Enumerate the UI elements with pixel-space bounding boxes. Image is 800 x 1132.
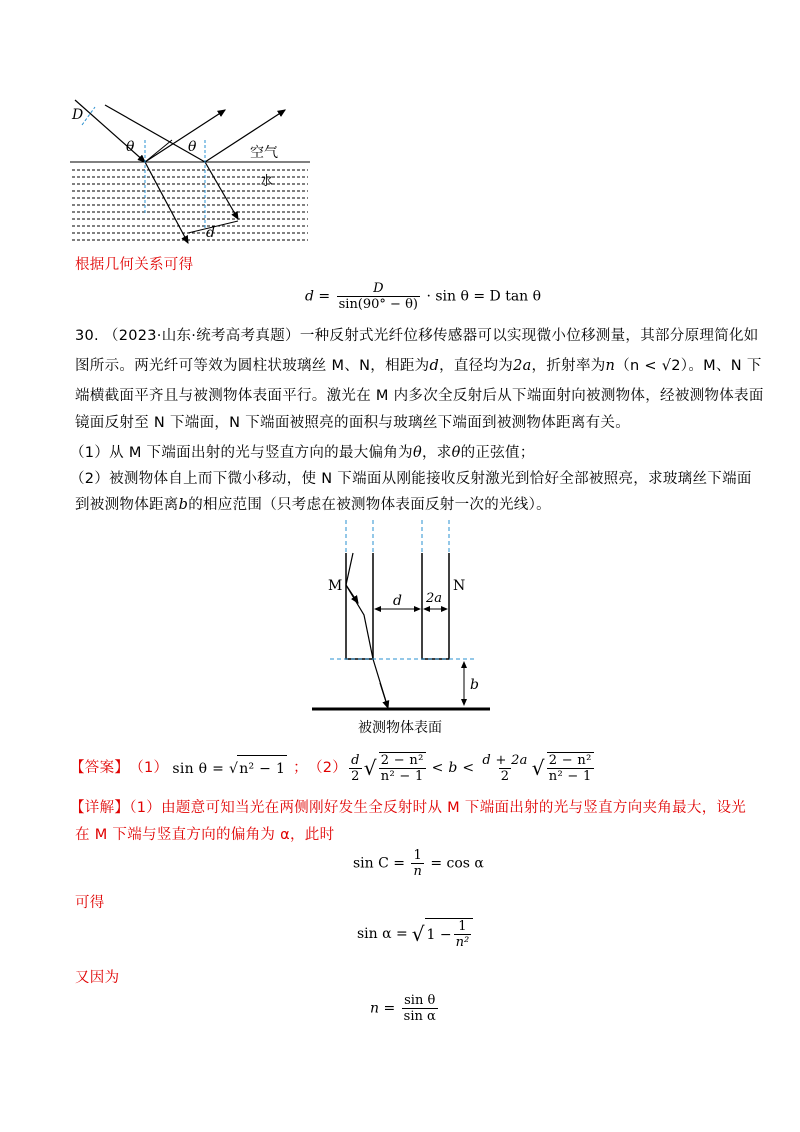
answer-1-radicand: n² − 1 [237,755,287,782]
answer-1-lhs: sin θ = [172,760,225,777]
label-water: 水 [260,174,274,189]
eq-sinC-den: n [413,864,422,879]
q30-source: （2023·山东·统考高考真题） [103,328,300,344]
label-theta-left: θ [126,139,135,155]
label-theta-right: θ [188,139,197,155]
q30-part2-c: 的相应范围（只考虑在被测物体表面反射一次的光线）。 [188,497,551,513]
q30-part1-b: ，求 [421,445,452,461]
caption-geometry: 根据几何关系可得 [75,257,194,273]
fiber-top-dashes [346,520,449,553]
q30-number: 30. [75,328,99,344]
detail-kede: 可得 [75,895,105,911]
equation-n [370,993,440,1024]
q30-part2-b-symbol: b [178,497,189,513]
q30-n-condition: （n < √2） [615,358,689,374]
equation-d [305,281,541,312]
figure-refraction-diagram [60,95,320,250]
q30-line3: 端横截面平齐且与被测物体表面平行。激光在 M 内多次全反射后从下端面射向被测物体，经被测物体表面 [75,388,764,404]
answer-2-mid: < b < [431,760,475,776]
answer-2: $\frac{d}{2}$ √ $\frac{\text{2 − n²}}{\text{n² − 1}}$ < b < $\frac{d + 2a}{2}$ √ $\frac{\text{2 − n²}}{\text{n² − 1}}$ [351,752,592,784]
wavefront-line [145,140,172,162]
q30-part2-line1: （2）被测物体自上而下微小移动，使 N 下端面从刚能接收反射激光到恰好全部被照亮，求玻璃丝下端面 [70,471,752,487]
eq-sinC-rhs: = cos α [430,855,484,872]
eq-sinC-lhs: sin C = [353,855,406,872]
q30-line2-b: ，直径均为 [439,358,514,374]
detail-line1-text: （1）由题意可知当光在两侧刚好发生全反射时从 M 下端面出射的光与竖直方向夹角最大，设光 [129,800,747,816]
eq1-num: D [373,281,384,296]
reflected-ray-1 [145,110,225,162]
q30-line1 [75,323,759,349]
q30-part1 [70,440,535,466]
label-object-surface: 被测物体表面 [358,720,442,736]
q30-part1-c: 的正弦值； [460,445,535,461]
eq-sina-lhs: sin α = [357,926,408,942]
eq1-rest: · sin θ = D tan θ [426,288,542,305]
label-air: 空气 [250,145,278,161]
q30-d-symbol: d [429,358,440,374]
answer-p1: （1） [129,760,169,776]
answer-2-rad-num-2: 2 − n² [548,753,592,768]
answer-line [70,752,596,784]
refraction-diagram-svg [60,95,320,250]
eq-sina-one: 1 − [426,926,452,943]
label-d: d [206,225,215,241]
label-2a: 2a [426,591,443,606]
detail-youyin: 又因为 [75,970,120,986]
detail-line2: 在 M 下端与竖直方向的偏角为 α，此时 [75,827,335,843]
incident-ray-1 [75,100,145,162]
equation-sinC [353,848,484,879]
label-M: M [328,578,343,594]
eq-n-den: sin α [403,1009,436,1024]
answer-2-rad-num: 2 − n² [380,753,424,768]
detail-line1 [70,795,746,821]
answer-2-num1: d [351,752,360,768]
answer-separator: ； [293,760,308,776]
laser-ray [346,553,388,708]
label-d: d [393,593,402,609]
q30-line1-text: 一种反射式光纤位移传感器可以实现微小位移测量，其部分原理简化如 [299,328,759,344]
q30-part1-theta: θ [412,445,422,461]
answer-2-num2: d + 2a [482,752,528,768]
eq-sina-num: 1 [458,919,467,934]
fiber-N [422,553,449,659]
q30-part1-theta-2: θ [451,445,461,461]
eq1-lhs: d = [305,288,331,305]
eq1-den: sin(90° − θ) [338,297,418,312]
eq-sinC-num: 1 [413,848,422,863]
q30-line2-end: 。M、N 下 [688,358,762,374]
q30-part1-a: （1）从 M 下端面出射的光与竖直方向的最大偏角为 [70,445,413,461]
answer-p2: （2） [307,760,348,776]
eq-sina-den: n² [455,935,470,950]
q30-line2 [75,353,762,379]
eq1-fraction [337,281,420,312]
answer-2-rad-den-2: n² − 1 [548,769,592,784]
eq-n-lhs: n = [370,1000,396,1017]
laser-ray-arrow [380,683,388,708]
fiber-sensor-svg [300,515,500,740]
answer-2-den2: 2 [500,768,510,784]
label-b: b [470,677,479,693]
answer-tag: 【答案】 [70,760,130,776]
eq-n-num: sin θ [404,993,436,1008]
detail-tag: 【详解】 [70,800,130,816]
q30-line4: 镜面反射至 N 下端面，N 下端面被照亮的面积与玻璃丝下端面到被测物体距离有关。 [75,415,631,431]
answer-1: sin θ = √n² − 1 [172,755,287,782]
answer-2-rad-den: n² − 1 [380,769,424,784]
label-D: D [72,107,84,123]
answer-2-den1: 2 [351,768,360,784]
q30-n-symbol: n [605,358,616,374]
label-N: N [453,578,466,594]
q30-line2-c: ，折射率为 [531,358,606,374]
q30-part2-a: 到被测物体距离 [75,497,179,513]
refracted-ray-1 [145,162,188,243]
laser-ray-arrow-inner [346,585,358,603]
q30-line2-text: 图所示。两光纤可等效为圆柱状玻璃丝 M、N，相距为 [75,358,430,374]
q30-2a-symbol: 2a [513,358,532,374]
equation-sina: sin α = √ 1 − $\frac{1}{\text{n²}}$ [357,918,473,950]
figure-fiber-sensor [300,515,500,740]
